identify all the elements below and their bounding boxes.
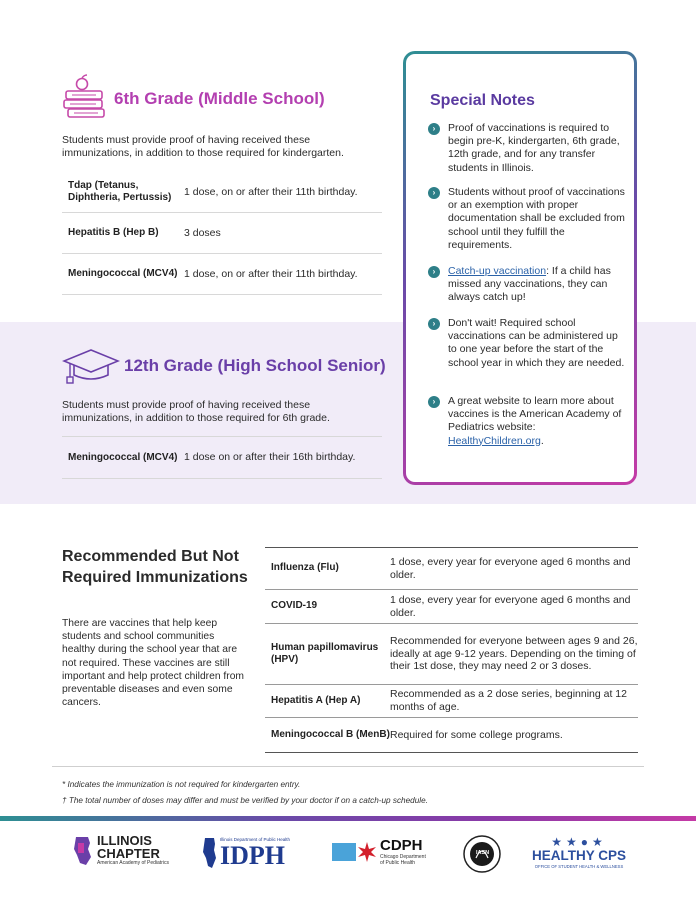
healthy-cps-logo: ★★●★ HEALTHY CPS OFFICE OF STUDENT HEALTH & WELLNESS (532, 835, 627, 869)
chevron-right-icon: › (428, 266, 440, 278)
recommended-body: There are vaccines that help keep students and school communities healthy during the school year that are not required. These vaccines are still important and help protect children from preventable diseases and even some cancers. (62, 618, 245, 709)
vaccine-dose: 1 dose, every year for everyone aged 6 months and older. (390, 593, 631, 619)
recommended-title: Recommended But Not Required Immunizations (62, 548, 248, 586)
note-item (428, 317, 628, 370)
recommended-table (265, 547, 638, 753)
vaccine-name: Tdap (Tetanus, Diphtheria, Pertussis) (68, 180, 172, 203)
note-text: Catch-up vaccination: If a child has missed any vaccinations, they can always catch up! (448, 265, 611, 304)
vaccine-name: Influenza (Flu) (271, 562, 339, 574)
grade12-heading (62, 346, 386, 386)
vaccine-name: COVID-19 (271, 600, 318, 612)
table-row (265, 548, 638, 590)
grade12-intro: Students must provide proof of having received these immunizations, in addition to those required for 6th grade. (62, 399, 330, 424)
chevron-right-icon: › (428, 187, 440, 199)
grade6-table (62, 172, 382, 295)
table-row (265, 718, 638, 752)
footnote-dagger: † The total number of doses may differ and must be verified by your doctor if on a catch-up schedule. (62, 796, 428, 805)
books-apple-icon (62, 74, 110, 124)
vaccine-name: Meningococcal (MCV4) (68, 268, 178, 279)
grade12-title: 12th Grade (High School Senior) (124, 356, 386, 375)
vaccine-name: Meningococcal (MCV4) (68, 451, 178, 463)
table-row (62, 254, 382, 295)
cdph-blue-block (332, 843, 356, 861)
chevron-right-icon: › (428, 318, 440, 330)
vaccine-dose: 3 doses (184, 226, 221, 239)
vaccine-dose: Recommended as a 2 dose series, beginning at 12 months of age. (390, 688, 627, 713)
grade6-heading (62, 74, 325, 124)
vaccine-name: Meningococcal B (MenB) (271, 728, 390, 740)
note-text: Don't wait! Required school vaccinations can be administered up to one year before the start of the school year in which they are needed. (448, 317, 625, 369)
chevron-right-icon: › (428, 396, 440, 408)
stars-icon: ★★●★ (551, 835, 607, 849)
illinois-chapter-logo: ILLINOIS CHAPTER American Academy of Pediatrics (72, 834, 169, 867)
note-item (428, 186, 628, 252)
note-item (428, 122, 628, 175)
grade6-title: 6th Grade (Middle School) (114, 89, 325, 108)
idph-logo: Illinois Department of Public Health IDPH (202, 836, 290, 870)
chicago-star-icon (356, 841, 378, 863)
vaccine-dose: 1 dose, every year for everyone aged 6 months and older. (390, 555, 631, 581)
note-item (428, 265, 628, 305)
vaccine-dose: 1 dose, on or after their 11th birthday. (184, 185, 358, 198)
vaccine-dose: 1 dose on or after their 16th birthday. (184, 451, 356, 463)
vaccine-dose: Required for some college programs. (390, 728, 563, 741)
footnote-star: * Indicates the immunization is not required for kindergarten entry. (62, 780, 301, 789)
vaccine-name: Hepatitis A (Hep A) (271, 694, 361, 706)
graduation-cap-icon (62, 346, 120, 386)
healthychildren-link[interactable]: HealthyChildren.org (448, 434, 541, 447)
table-row (62, 437, 382, 479)
note-text: Students without proof of vaccinations or an exemption with proper documentation shall be excluded from school until they fulfill the requirements. (448, 186, 625, 251)
table-row (62, 213, 382, 254)
catch-up-vaccination-link[interactable]: Catch-up vaccination (448, 265, 547, 277)
vaccine-dose: 1 dose, on or after their 11th birthday. (184, 267, 358, 280)
note-text: A great website to learn more about vaccines is the American Academy of Pediatrics website: HealthyChildren.org. (448, 395, 622, 447)
iasn-logo: IASN (462, 834, 502, 874)
vaccine-dose: Recommended for everyone between ages 9 and 26, ideally at age 9-12 years. Depending on the timing of their 1st dose, they may need 2 or 3 doses. (390, 635, 638, 673)
grade12-table (62, 436, 382, 479)
cdph-logo: CDPH Chicago Department of Public Health (332, 838, 426, 866)
table-row (265, 624, 638, 685)
note-item (428, 395, 628, 448)
special-notes-title: Special Notes (430, 92, 535, 109)
vaccine-name: Hepatitis B (Hep B) (68, 227, 159, 238)
gradient-divider (0, 816, 696, 821)
table-row (265, 590, 638, 624)
chevron-right-icon: › (428, 123, 440, 135)
special-notes-card (403, 51, 637, 485)
vaccine-name: Human papillomavirus (HPV) (271, 641, 379, 665)
illinois-state-icon (72, 835, 94, 867)
table-row (62, 172, 382, 213)
table-row (265, 685, 638, 718)
illinois-outline-icon (202, 836, 218, 870)
grade6-intro: Students must provide proof of having received these immunizations, in addition to those required for kindergarten. (62, 134, 344, 159)
divider (52, 766, 644, 767)
note-text: Proof of vaccinations is required to begin pre-K, kindergarten, 6th grade, 12th grade, and for any transfer students in Illinois. (448, 122, 620, 174)
